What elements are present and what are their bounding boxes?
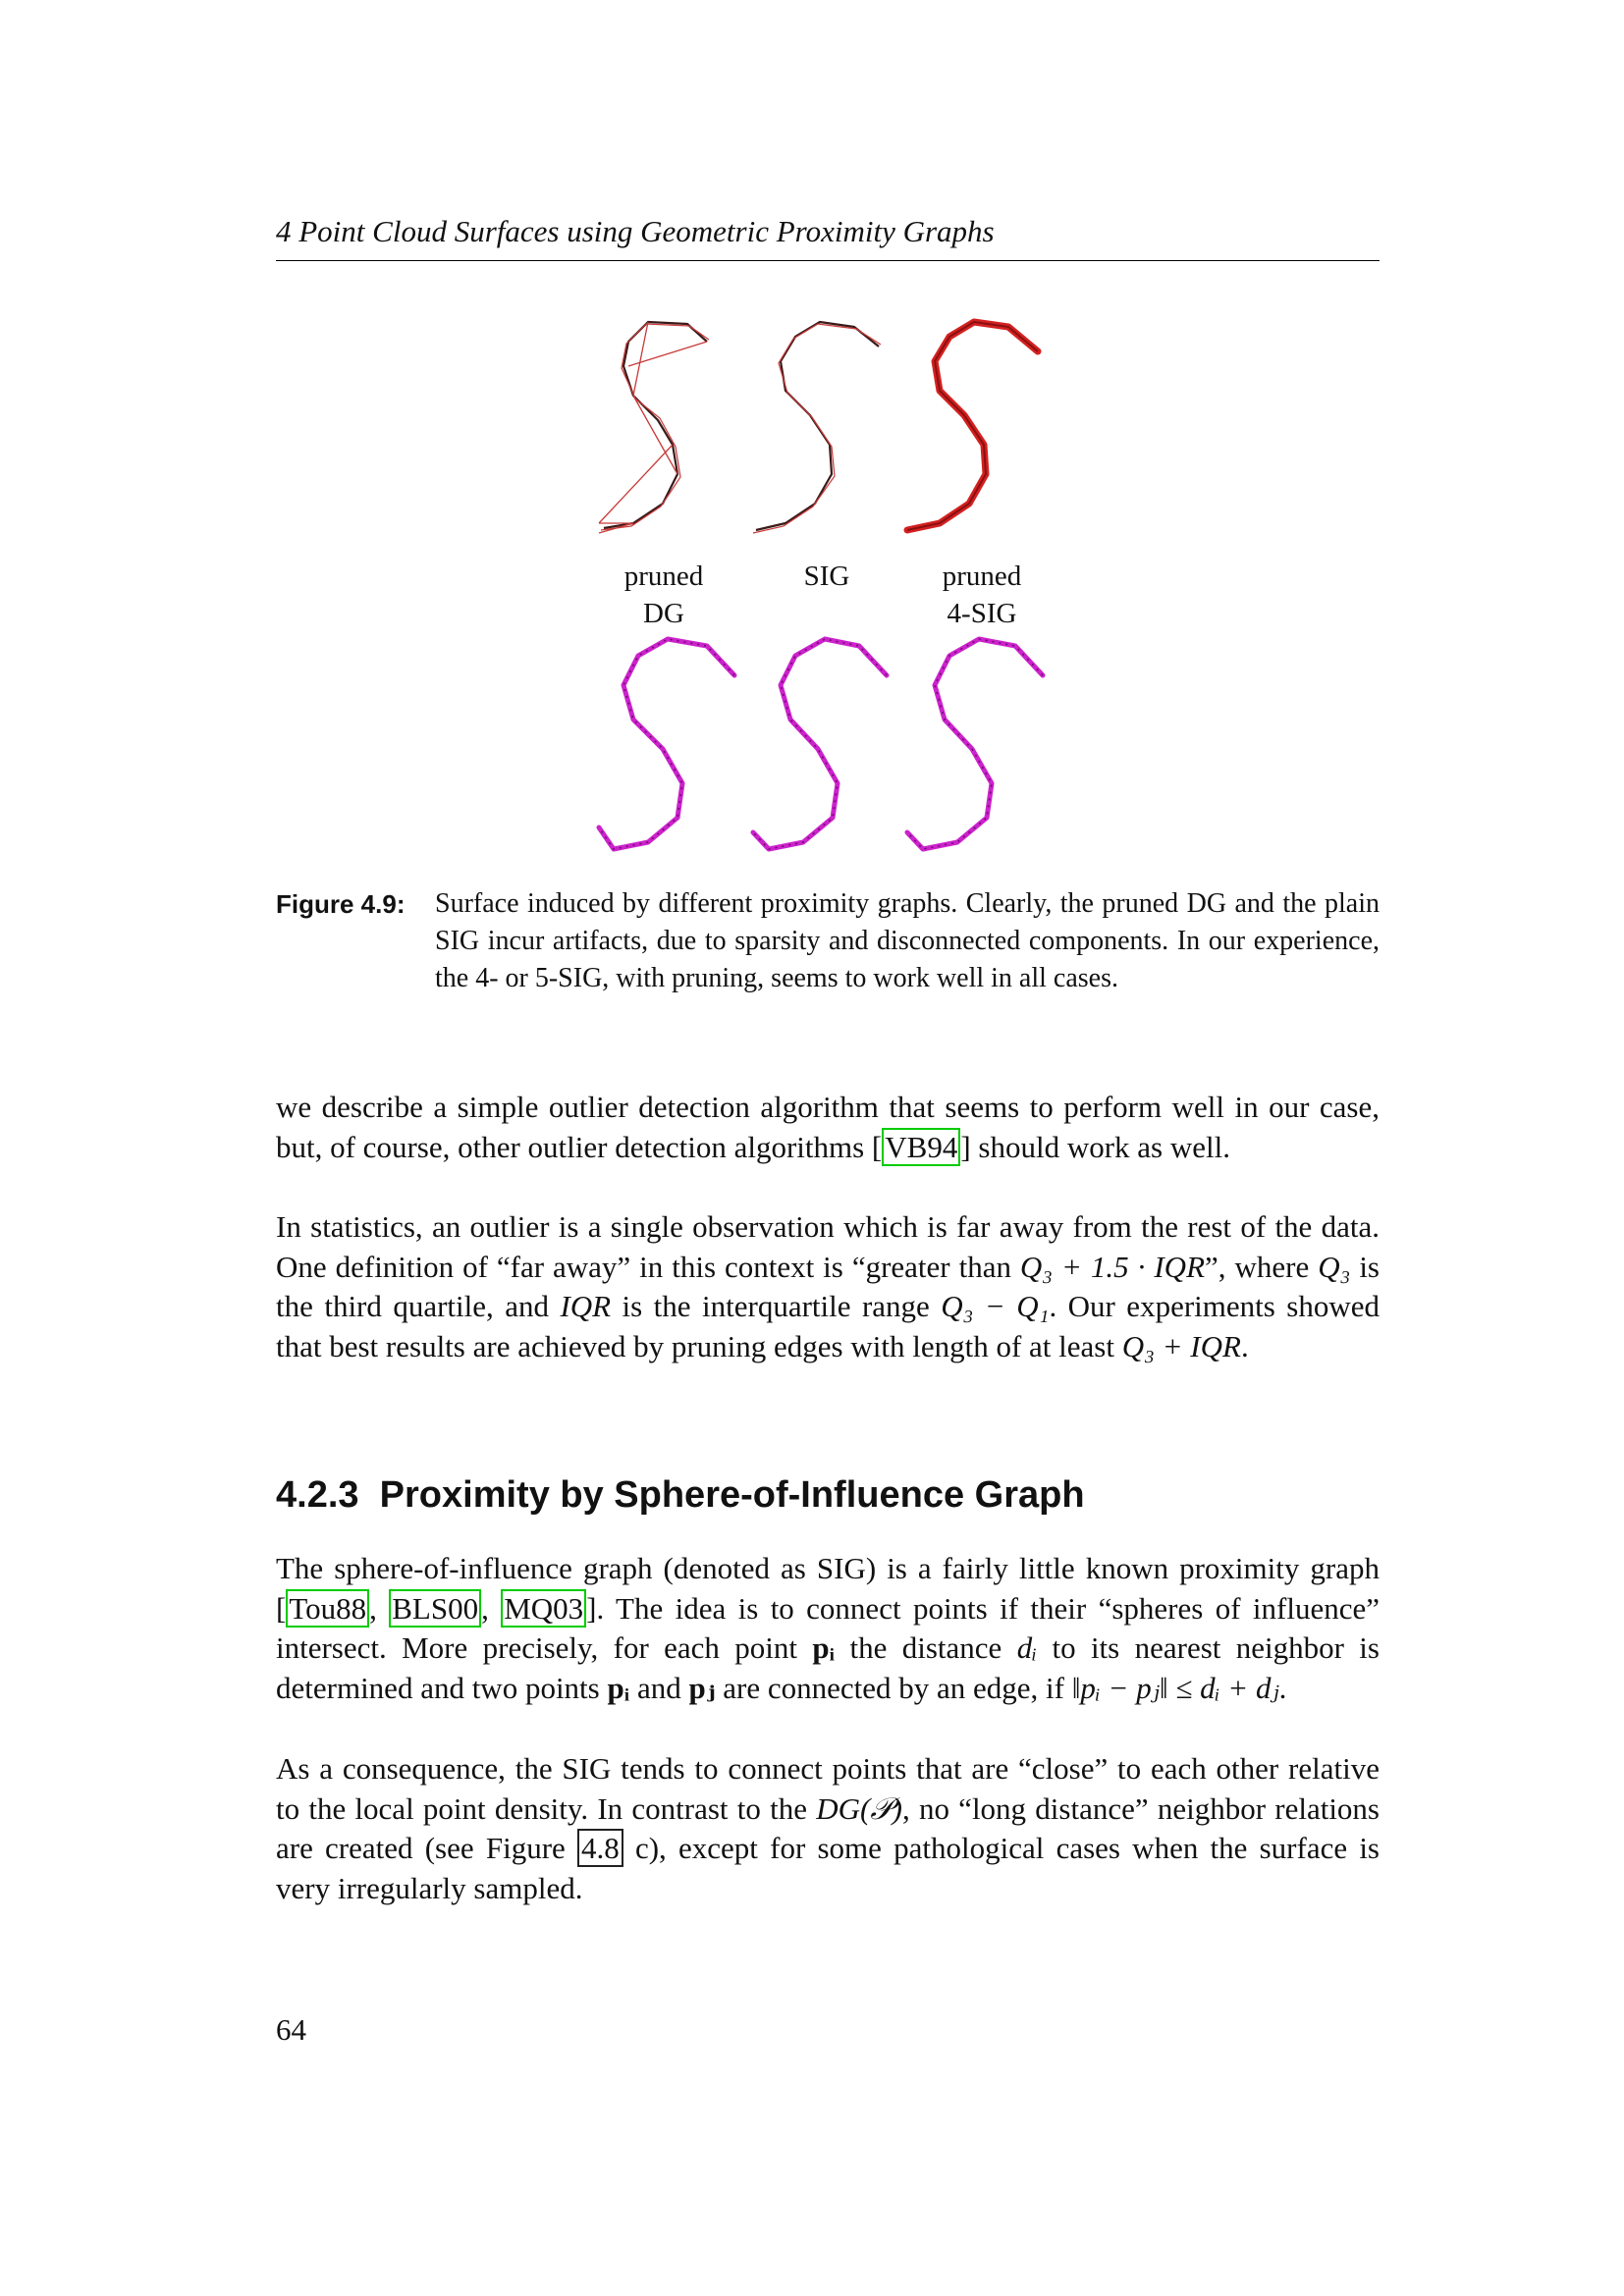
text-run: should work as well.: [970, 1129, 1230, 1164]
figure-ref-link[interactable]: 4.8: [577, 1829, 623, 1867]
citation-link[interactable]: MQ03: [501, 1589, 586, 1628]
text-run: . Our experiments showed that best results are achieved by pruning edges with length of at least: [276, 1289, 1380, 1363]
running-head: 4 Point Cloud Surfaces using Geometric Proximity Graphs: [276, 214, 995, 248]
math: pⱼ: [688, 1670, 716, 1705]
text-run: to its nearest neighbor is determined and two points: [276, 1630, 1380, 1705]
label-pruned-4-sig: pruned 4-SIG: [942, 561, 1022, 629]
math: DG(𝒫): [816, 1790, 902, 1826]
header-rule: [276, 260, 1380, 261]
text-run: ,: [481, 1590, 502, 1626]
text-run: the distance: [835, 1630, 1017, 1665]
math: pᵢ: [607, 1670, 630, 1705]
text-run: As a consequence, the SIG tends to connect points that are “close” to each other relative to the local point density. In contrast to the: [276, 1751, 1380, 1826]
caption-text: Surface induced by different proximity graphs. Clearly, the pruned DG and the plain SIG incur artifacts, due to sparsity and disconnected components. In our experience, the 4- or 5-SIG, with pruning, seems to work well in all cases.: [435, 888, 1380, 993]
text-run: c), except for some pathological cases when the surface is very irregularly sampled.: [276, 1831, 1380, 1905]
text-run: is the third quartile, and: [276, 1249, 1380, 1323]
section-heading: 4.2.3 Proximity by Sphere-of-Influence Graph: [276, 1474, 1085, 1516]
panel-surface-pruned-4-sig: [895, 631, 1053, 862]
text-run: and: [629, 1670, 689, 1705]
math: ‖pᵢ − pⱼ‖ ≤ dᵢ + dⱼ: [1071, 1670, 1279, 1705]
math: dᵢ: [1016, 1630, 1038, 1665]
text-run: are connected by an edge, if: [715, 1670, 1072, 1705]
text-run: ”, where: [1205, 1249, 1319, 1284]
math: Q₃ + 1.5 · IQR: [1019, 1249, 1206, 1284]
citation-link[interactable]: [VB94]: [871, 1129, 971, 1164]
paragraph-statistics: [276, 1207, 1380, 1366]
citation-link[interactable]: BLS00: [389, 1589, 481, 1628]
caption-label: Figure 4.9:: [276, 889, 406, 919]
text-run: ,: [369, 1590, 390, 1626]
text-run: ]. The idea is to connect points if their “spheres of influence” intersect. More precisely, for each point: [276, 1590, 1380, 1665]
page-number: 64: [276, 2012, 306, 2047]
figure-4-9: [589, 312, 1051, 862]
figure-caption: [276, 885, 1380, 997]
paragraph-sig-definition: [276, 1549, 1380, 1708]
panel-pruned-dg: [589, 312, 746, 553]
panel-surface-sig: [741, 631, 898, 862]
math: pᵢ: [812, 1630, 836, 1665]
label-pruned-dg: pruned DG: [623, 561, 704, 629]
panel-pruned-4-sig: [895, 312, 1053, 553]
math: IQR: [560, 1289, 612, 1323]
paragraph-sig-consequence: [276, 1749, 1380, 1908]
text-run: The sphere-of-influence graph (denoted as SIG) is a fairly little known proximity graph [: [276, 1551, 1380, 1626]
text-run: , no “long distance” neighbor relations are created (see Figure: [276, 1790, 1380, 1865]
text-run: In statistics, an outlier is a single observation which is far away from the rest of the data. One definition of “far away” in this context is “greater than: [276, 1209, 1380, 1284]
paragraph-outlier-intro: [276, 1088, 1380, 1167]
text-run: .: [1278, 1670, 1287, 1705]
text-run: we describe a simple outlier detection algorithm that seems to perform well in our case, but, of course, other outlier detection algorithms: [276, 1090, 1380, 1164]
math: Q₃: [1318, 1249, 1351, 1284]
text-run: .: [1240, 1328, 1249, 1363]
panel-surface-pruned-dg: [589, 631, 746, 862]
text-run: is the interquartile range: [611, 1289, 942, 1323]
math: Q₃ + IQR: [1121, 1328, 1241, 1363]
label-sig: SIG: [803, 561, 850, 592]
math: Q₃ − Q₁: [941, 1289, 1050, 1323]
citation-link[interactable]: Tou88: [286, 1589, 369, 1628]
panel-sig: [741, 312, 898, 553]
